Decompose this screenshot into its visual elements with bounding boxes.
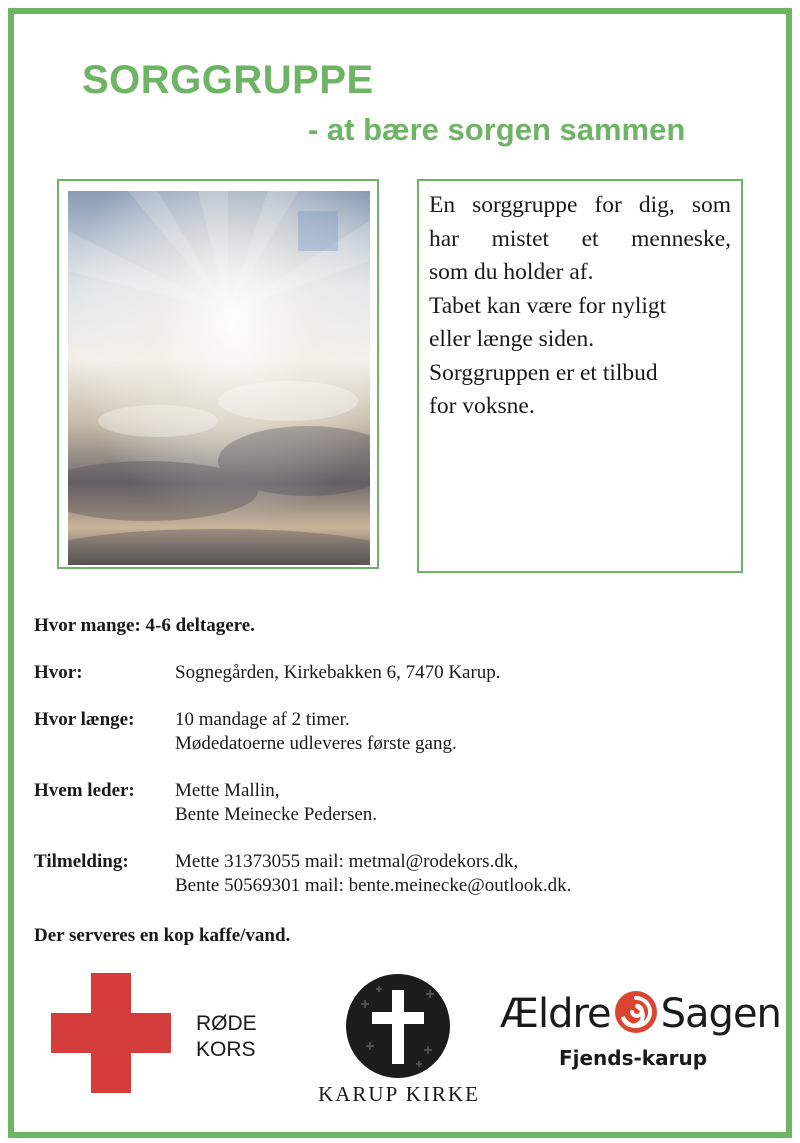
page-border [8,8,792,1138]
signup-value: Mette 31373055 mail: metmal@rodekors.dk, [175,851,519,872]
photo-frame [57,179,379,569]
leaders-value: Mette Mallin, [175,780,280,801]
sky-photo [68,191,370,565]
page-title: SORGGRUPPE [82,58,374,102]
duration-label: Hvor længe: [34,709,135,730]
red-cross-icon [51,973,171,1093]
duration-value: Mødedatoerne udleveres første gang. [175,733,457,754]
location-label: Hvor: [34,662,83,683]
participants-info: Hvor mange: 4-6 deltagere. [34,615,255,636]
intro-line: eller længe siden. [429,326,595,352]
location-value: Sognegården, Kirkebakken 6, 7470 Karup. [175,662,501,683]
church-cross-icon [346,974,450,1078]
red-cross-name: RØDE KORS [196,1012,257,1061]
leaders-value: Bente Meinecke Pedersen. [175,804,378,825]
leaders-label: Hvem leder: [34,780,135,801]
duration-value: 10 mandage af 2 timer. [175,709,350,730]
aeldre-sagen-branch: Fjends-karup [558,1046,708,1070]
intro-line: Tabet kan være for nyligt [429,292,667,319]
page-subtitle: - at bære sorgen sammen [308,112,686,147]
aeldre-sagen-logo: Ældre Sagen [500,991,781,1037]
refreshments-note: Der serveres en kop kaffe/vand. [34,925,291,946]
signup-label: Tilmelding: [34,851,129,872]
intro-line: En sorggruppe for dig, som [429,192,731,218]
intro-line: som du holder af. [429,259,594,285]
signup-value: Bente 50569301 mail: bente.meinecke@outlook.dk. [175,875,572,896]
aeldre-swirl-icon [613,989,659,1035]
intro-text-box [417,179,743,573]
intro-line: Sorggruppen er et tilbud [429,359,658,386]
intro-line: har mistet et menneske, [429,225,731,252]
intro-line: for voksne. [429,393,535,419]
church-name: KARUP KIRKE [318,1082,480,1106]
